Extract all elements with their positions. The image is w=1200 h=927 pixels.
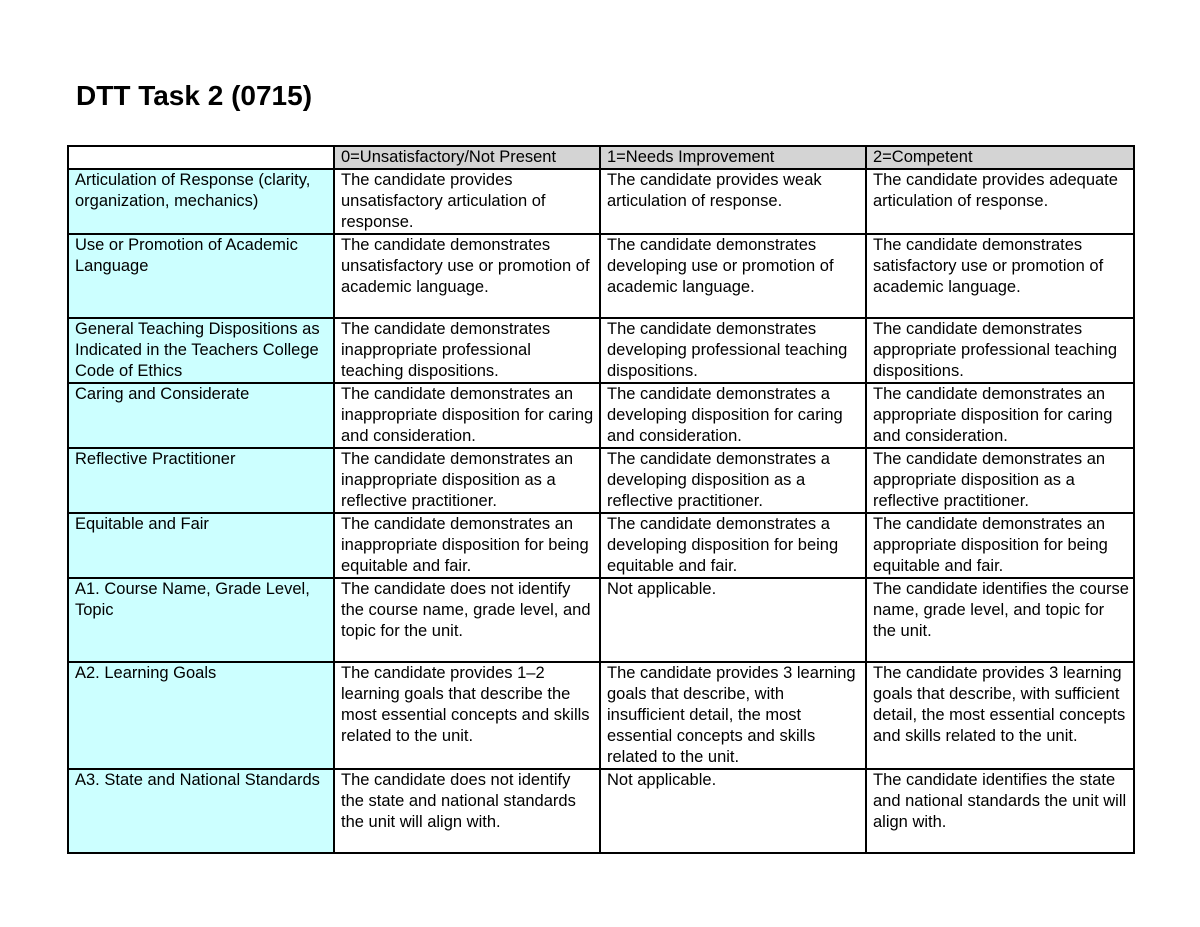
score-1-cell: Not applicable. [600,578,866,662]
criterion-cell: Reflective Practitioner [68,448,334,513]
score-0-cell: The candidate demonstrates an inappropriate disposition as a reflective practitioner. [334,448,600,513]
score-1-cell: Not applicable. [600,769,866,853]
score-2-cell: The candidate identifies the state and national standards the unit will align with. [866,769,1134,853]
score-1-cell: The candidate demonstrates a developing disposition as a reflective practitioner. [600,448,866,513]
score-1-cell: The candidate demonstrates developing professional teaching dispositions. [600,318,866,383]
table-row [68,513,1134,578]
criterion-cell: A1. Course Name, Grade Level, Topic [68,578,334,662]
header-row [68,146,1134,169]
score-0-cell: The candidate demonstrates unsatisfactory use or promotion of academic language. [334,234,600,318]
table-row [68,662,1134,769]
score-0-cell: The candidate provides 1–2 learning goals that describe the most essential concepts and skills related to the unit. [334,662,600,769]
header-score-1: 1=Needs Improvement [600,146,866,169]
score-0-cell: The candidate demonstrates an inappropriate disposition for being equitable and fair. [334,513,600,578]
score-2-cell: The candidate identifies the course name, grade level, and topic for the unit. [866,578,1134,662]
rubric-table [67,145,1135,854]
table-row [68,169,1134,234]
criterion-cell: A2. Learning Goals [68,662,334,769]
header-score-0: 0=Unsatisfactory/Not Present [334,146,600,169]
header-corner-cell [68,146,334,169]
criterion-cell: Articulation of Response (clarity, organization, mechanics) [68,169,334,234]
criterion-cell: Caring and Considerate [68,383,334,448]
score-2-cell: The candidate demonstrates an appropriate disposition for caring and consideration. [866,383,1134,448]
score-0-cell: The candidate provides unsatisfactory articulation of response. [334,169,600,234]
score-1-cell: The candidate provides weak articulation of response. [600,169,866,234]
score-0-cell: The candidate demonstrates an inappropriate disposition for caring and consideration. [334,383,600,448]
score-0-cell: The candidate demonstrates inappropriate professional teaching dispositions. [334,318,600,383]
table-row [68,769,1134,853]
criterion-cell: A3. State and National Standards [68,769,334,853]
score-2-cell: The candidate provides adequate articulation of response. [866,169,1134,234]
header-score-2: 2=Competent [866,146,1134,169]
score-1-cell: The candidate provides 3 learning goals that describe, with insufficient detail, the most essential concepts and skills related to the unit. [600,662,866,769]
score-0-cell: The candidate does not identify the state and national standards the unit will align with. [334,769,600,853]
table-row [68,578,1134,662]
criterion-cell: General Teaching Dispositions as Indicated in the Teachers College Code of Ethics [68,318,334,383]
score-1-cell: The candidate demonstrates developing use or promotion of academic language. [600,234,866,318]
table-row [68,318,1134,383]
document-title: DTT Task 2 (0715) [76,80,313,111]
score-2-cell: The candidate demonstrates satisfactory use or promotion of academic language. [866,234,1134,318]
score-1-cell: The candidate demonstrates a developing disposition for being equitable and fair. [600,513,866,578]
table-row [68,234,1134,318]
score-2-cell: The candidate demonstrates appropriate professional teaching dispositions. [866,318,1134,383]
score-0-cell: The candidate does not identify the course name, grade level, and topic for the unit. [334,578,600,662]
criterion-cell: Use or Promotion of Academic Language [68,234,334,318]
score-2-cell: The candidate demonstrates an appropriate disposition as a reflective practitioner. [866,448,1134,513]
score-1-cell: The candidate demonstrates a developing disposition for caring and consideration. [600,383,866,448]
score-2-cell: The candidate provides 3 learning goals that describe, with sufficient detail, the most essential concepts and skills related to the unit. [866,662,1134,769]
table-row [68,383,1134,448]
score-2-cell: The candidate demonstrates an appropriate disposition for being equitable and fair. [866,513,1134,578]
table-row [68,448,1134,513]
criterion-cell: Equitable and Fair [68,513,334,578]
